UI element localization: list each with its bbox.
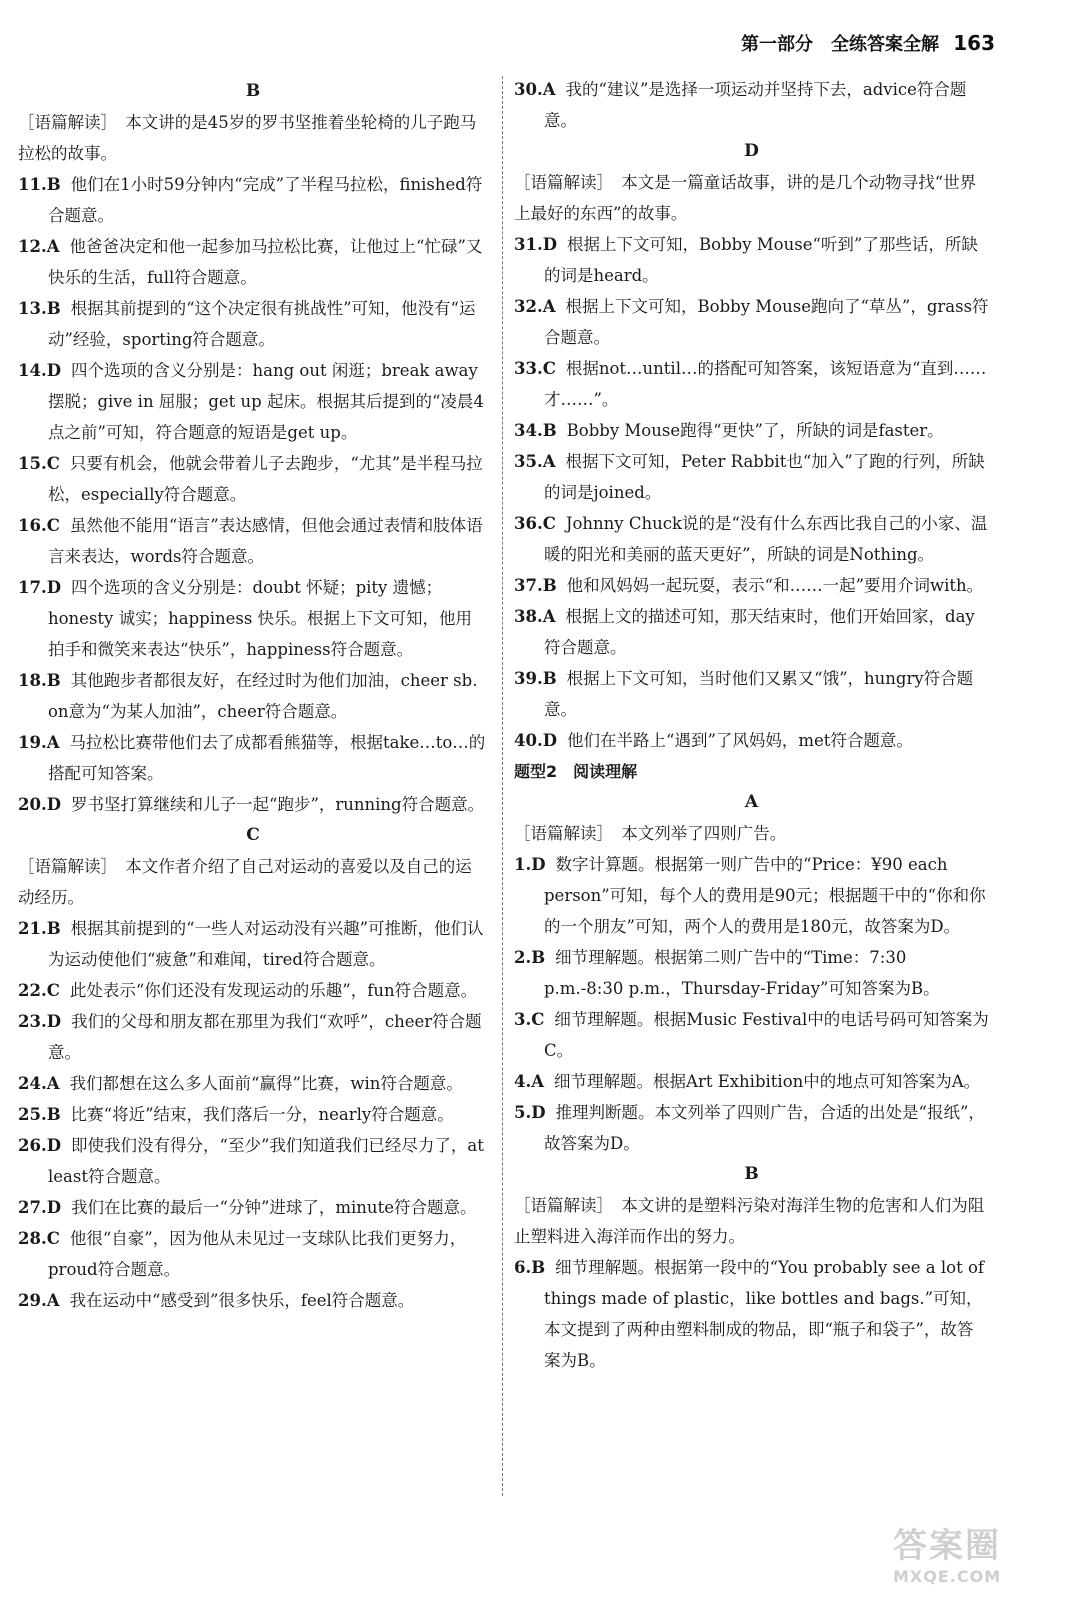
answer-explanation: 根据下文可知，Peter Rabbit也“加入”了跑的行列，所缺的词是joined。 [544,452,985,502]
answer-item [514,446,989,508]
answer-number: 22.C [18,981,60,1000]
answer-explanation: 推理判断题。本文列举了四则广告，合适的出处是“报纸”，故答案为D。 [544,1103,985,1153]
section-heading: C [246,825,260,845]
answer-item [18,572,488,665]
answer-number: 17.D [18,578,62,597]
answer-explanation: 我在运动中“感受到”很多快乐，feel符合题意。 [69,1291,415,1310]
answer-explanation: 此处表示“你们还没有发现运动的乐趣”，fun符合题意。 [69,981,478,1000]
answer-number: 20.D [18,795,62,814]
section-heading: B [245,81,261,101]
answer-explanation: 罗书坚打算继续和儿子一起“跑步”，running符合题意。 [71,795,485,814]
answer-number: 16.C [18,516,60,535]
answer-explanation: 根据not…until…的搭配可知答案，该短语意为“直到……才……”。 [544,359,987,409]
answer-item [18,1099,488,1130]
passage-summary: ［语篇解读］ 本文是一篇童话故事，讲的是几个动物寻找“世界上最好的东西”的故事。 [514,173,977,223]
answer-item [514,415,989,446]
answer-number: 18.B [18,671,61,690]
answer-explanation: 细节理解题。根据第一段中的“You probably see a lot of things made of plastic，like bottles and bags.”可知，本文提到了两种由塑料制成的物品，即“瓶子和袋子”，故答案为B。 [544,1258,985,1370]
answer-explanation: 即使我们没有得分，“至少”我们知道我们已经尽力了，at least符合题意。 [48,1136,484,1186]
left-column [18,76,488,1316]
answer-item [18,1192,488,1223]
answer-number: 19.A [18,733,60,752]
answer-item [514,353,989,415]
answer-explanation: 他很“自豪”，因为他从未见过一支球队比我们更努力，proud符合题意。 [48,1229,467,1279]
answer-number: 11.B [18,175,61,194]
answer-explanation: 四个选项的含义分别是：hang out 闲逛；break away 摆脱；give in 屈服；get up 起床。根据其后提到的“凌晨4点之前”可知，符合题意的短语是get up。 [48,361,484,442]
answer-item [514,849,989,942]
answer-explanation: 他们在半路上“遇到”了风妈妈，met符合题意。 [567,731,913,750]
page-header [741,30,995,56]
section-heading: A [744,792,759,812]
answer-item [514,229,989,291]
question-type-heading: 题型2 阅读理解 [514,762,638,781]
answer-explanation: 我们都想在这么多人面前“赢得”比赛，win符合题意。 [69,1074,463,1093]
answer-number: 39.B [514,669,557,688]
answer-explanation: 比赛“将近”结束，我们落后一分，nearly符合题意。 [70,1105,454,1124]
answer-explanation: 数字计算题。根据第一则广告中的“Price：¥90 each person”可知，每个人的费用是90元；根据题干中的“你和你的一个朋友”可知，两个人的费用是180元，故答案为D。 [544,855,986,936]
answer-explanation: Johnny Chuck说的是“没有什么东西比我自己的小家、温暖的阳光和美丽的蓝天更好”，所缺的词是Nothing。 [544,514,988,564]
header-title: 第一部分 全练答案全解 [740,34,939,55]
answer-explanation: 细节理解题。根据第二则广告中的“Time：7:30 p.m.-8:30 p.m.，Thursday-Friday”可知答案为B。 [544,948,940,998]
answer-explanation: 他爸爸决定和他一起参加马拉松比赛，让他过上“忙碌”又快乐的生活，full符合题意。 [48,237,483,287]
answer-item [18,1130,488,1192]
answer-item [18,727,488,789]
answer-item [514,601,989,663]
passage-summary: ［语篇解读］ 本文列举了四则广告。 [514,824,787,843]
answer-explanation: 我的“建议”是选择一项运动并坚持下去，advice符合题意。 [544,80,967,130]
answer-item [18,293,488,355]
answer-explanation: 我们在比赛的最后一“分钟”进球了，minute符合题意。 [71,1198,477,1217]
answer-explanation: Bobby Mouse跑得“更快”了，所缺的词是faster。 [566,421,944,440]
answer-explanation: 四个选项的含义分别是：doubt 怀疑；pity 遗憾；honesty 诚实；happiness 快乐。根据上下文可知，他用拍手和微笑来表达“快乐”，happiness符合题意。 [48,578,473,659]
answer-number: 38.A [514,607,556,626]
answer-explanation: 他和风妈妈一起玩耍，表示“和……一起”要用介词with。 [566,576,984,595]
answer-explanation: 根据其前提到的“一些人对运动没有兴趣”可推断，他们认为运动使他们“疲惫”和难闻，tired符合题意。 [48,919,484,969]
answer-number: 31.D [514,235,558,254]
answer-number: 34.B [514,421,557,440]
passage-summary: ［语篇解读］ 本文作者介绍了自己对运动的喜爱以及自己的运动经历。 [18,857,472,907]
answer-number: 23.D [18,1012,62,1031]
answer-item [514,1066,989,1097]
answer-number: 26.D [18,1136,62,1155]
watermark-url: MXQE.COM [893,1567,1002,1586]
answer-explanation: 根据上文的描述可知，那天结束时，他们开始回家，day符合题意。 [544,607,975,657]
answer-number: 5.D [514,1103,546,1122]
answer-explanation: 其他跑步者都很友好，在经过时为他们加油，cheer sb. on意为“为某人加油”，cheer符合题意。 [48,671,478,721]
answer-number: 32.A [514,297,556,316]
answer-explanation: 根据上下文可知，Bobby Mouse“听到”了那些话，所缺的词是heard。 [544,235,978,285]
answer-item [18,1285,488,1316]
answer-number: 28.C [18,1229,60,1248]
answer-explanation: 只要有机会，他就会带着儿子去跑步，“尤其”是半程马拉松，especially符合题意。 [48,454,483,504]
answer-explanation: 细节理解题。根据Music Festival中的电话号码可知答案为C。 [544,1010,989,1060]
passage-summary: ［语篇解读］ 本文讲的是塑料污染对海洋生物的危害和人们为阻止塑料进入海洋而作出的努力。 [514,1196,985,1246]
answer-number: 33.C [514,359,556,378]
watermark-text: 答案圈 [893,1526,1001,1566]
answer-explanation: 马拉松比赛带他们去了成都看熊猫等，根据take…to…的搭配可知答案。 [48,733,486,783]
answer-number: 12.A [18,237,60,256]
answer-item [18,355,488,448]
answer-explanation: 根据上下文可知，Bobby Mouse跑向了“草丛”，grass符合题意。 [544,297,989,347]
answer-number: 21.B [18,919,61,938]
answer-item [514,1004,989,1066]
answer-explanation: 根据上下文可知，当时他们又累又“饿”，hungry符合题意。 [544,669,974,719]
answer-number: 1.D [514,855,546,874]
answer-number: 3.C [514,1010,545,1029]
passage-summary: ［语篇解读］ 本文讲的是45岁的罗书坚推着坐轮椅的儿子跑马拉松的故事。 [18,113,477,163]
answer-item [514,663,989,725]
answer-explanation: 他们在1小时59分钟内“完成”了半程马拉松，finished符合题意。 [48,175,483,225]
answer-number: 2.B [514,948,546,967]
answer-number: 6.B [514,1258,546,1277]
answer-number: 14.D [18,361,62,380]
answer-explanation: 虽然他不能用“语言”表达感情，但他会通过表情和肢体语言来表达，words符合题意。 [48,516,483,566]
answer-number: 29.A [18,1291,60,1310]
answer-item [18,1006,488,1068]
section-heading: B [744,1164,759,1184]
answer-item [514,291,989,353]
right-column [514,74,989,1376]
column-divider [502,76,503,1496]
answer-item [18,1223,488,1285]
answer-item [18,789,488,820]
watermark-logo [893,1518,1043,1588]
answer-item [18,665,488,727]
answer-item [514,725,989,756]
answer-number: 35.A [514,452,556,471]
answer-explanation: 根据其前提到的“这个决定很有挑战性”可知，他没有“运动”经验，sporting符合题意。 [48,299,476,349]
answer-number: 37.B [514,576,557,595]
answer-number: 13.B [18,299,61,318]
answer-explanation: 我们的父母和朋友都在那里为我们“欢呼”，cheer符合题意。 [48,1012,482,1062]
page-number: 163 [953,31,995,55]
answer-item [18,169,488,231]
answer-item [18,913,488,975]
answer-item [514,570,989,601]
answer-explanation: 细节理解题。根据Art Exhibition中的地点可知答案为A。 [554,1072,981,1091]
answer-number: 24.A [18,1074,60,1093]
answer-number: 36.C [514,514,556,533]
answer-item [18,975,488,1006]
answer-number: 40.D [514,731,558,750]
answer-item [18,1068,488,1099]
answer-item [514,74,989,136]
answer-number: 15.C [18,454,60,473]
answer-number: 30.A [514,80,556,99]
answer-item [514,1252,989,1376]
answer-item [18,510,488,572]
answer-number: 27.D [18,1198,62,1217]
answer-item [18,448,488,510]
answer-item [514,942,989,1004]
section-heading: D [744,141,759,161]
answer-item [514,508,989,570]
answer-number: 4.A [514,1072,545,1091]
answer-item [18,231,488,293]
answer-item [514,1097,989,1159]
answer-number: 25.B [18,1105,61,1124]
